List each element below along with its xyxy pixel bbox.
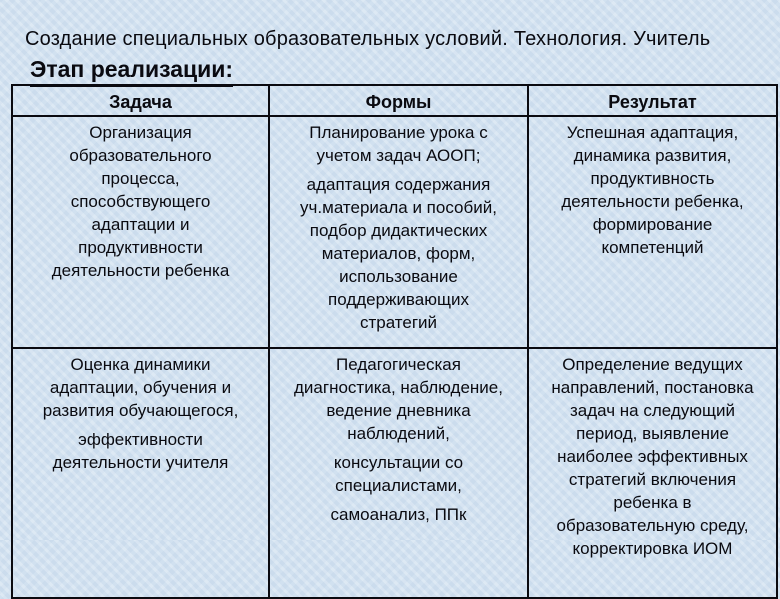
cell-row2-task — [12, 348, 269, 598]
cell-row2-result — [528, 348, 777, 598]
table-row — [12, 348, 777, 598]
cell-paragraph: Организация образовательного процесса, способствующего адаптации и продуктивности деятельности ребенка — [51, 123, 230, 280]
cell-row1-result — [528, 116, 777, 348]
slide-subtitle — [30, 56, 233, 87]
header-task: Задача — [12, 85, 269, 116]
cell-row1-task — [12, 116, 269, 348]
table-row — [12, 116, 777, 348]
cell-row2-forms — [269, 348, 528, 598]
header-result: Результат — [528, 85, 777, 116]
slide-subtitle-text: Этап реализации: — [30, 56, 233, 87]
cell-row1-forms — [269, 116, 528, 348]
header-forms: Формы — [269, 85, 528, 116]
cell-paragraph: Планирование урока с учетом задач АООП; — [309, 123, 488, 165]
slide-title: Создание специальных образовательных условий. Технология. Учитель — [25, 28, 711, 50]
cell-paragraph: Оценка динамики адаптации, обучения и развития обучающегося, — [42, 355, 239, 420]
cell-paragraph: Педагогическая диагностика, наблюдение, ведение дневника наблюдений, — [294, 355, 503, 443]
cell-paragraph: эффективности деятельности учителя — [52, 430, 229, 472]
table-header-row — [12, 85, 777, 116]
cell-paragraph: адаптация содержания уч.материала и пособий, подбор дидактических материалов, форм, использование поддерживающих стратегий — [300, 175, 497, 332]
cell-paragraph: Определение ведущих направлений, постановка задач на следующий период, выявление наиболее эффективных стратегий включения ребенка в образовательную среду, корректировка ИОМ — [551, 355, 754, 558]
implementation-stage-table — [11, 84, 778, 599]
cell-paragraph: Успешная адаптация, динамика развития, продуктивность деятельности ребенка, формирование компетенций — [561, 123, 744, 257]
cell-paragraph: самоанализ, ППк — [330, 505, 467, 524]
cell-paragraph: консультации со специалистами, — [333, 453, 464, 495]
